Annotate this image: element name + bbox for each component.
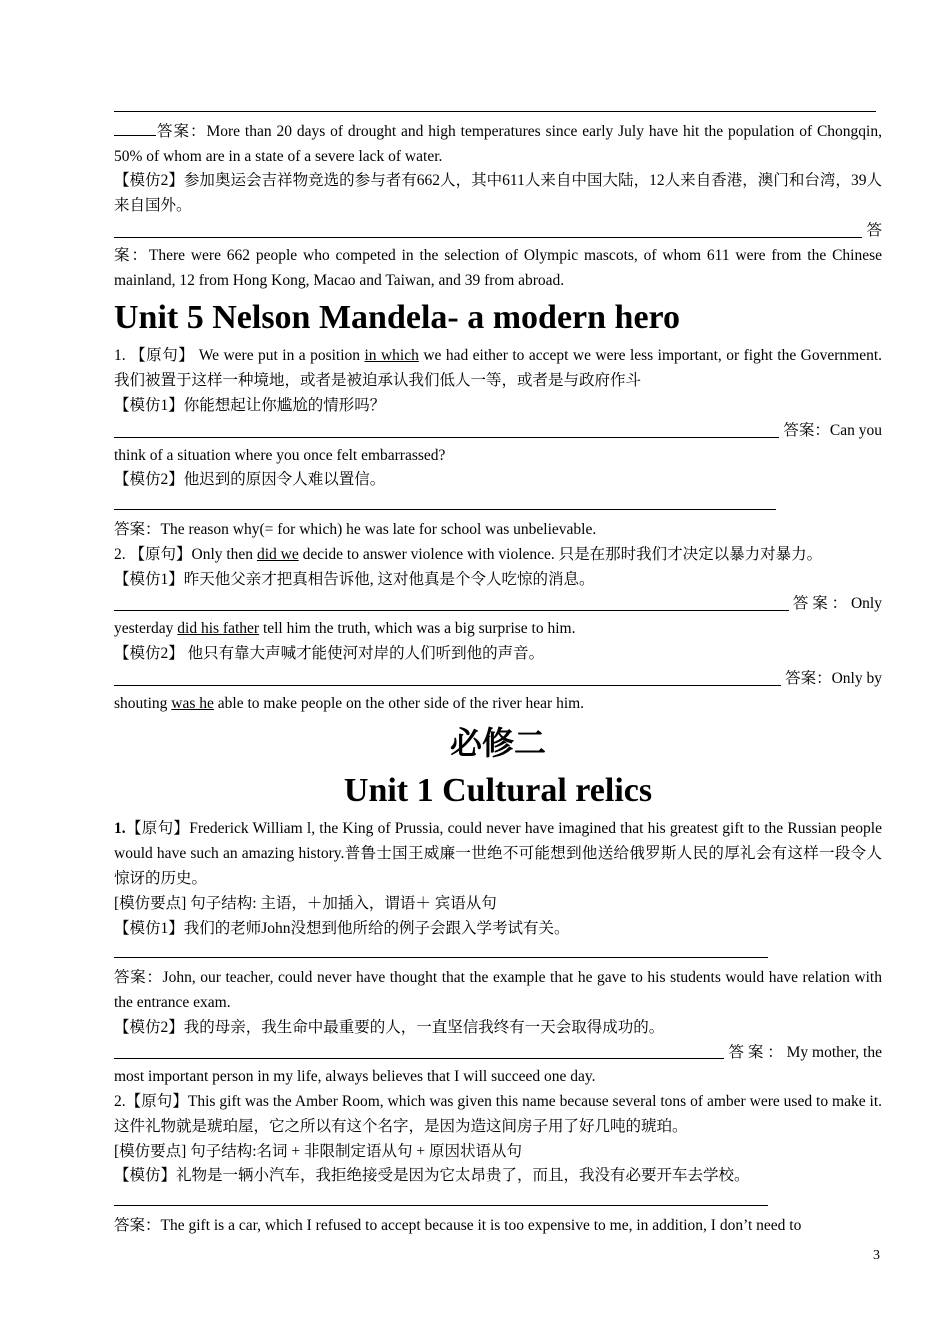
answer-paragraph: think of a situation where you once felt embarrassed? (114, 446, 446, 464)
document-page (114, 95, 882, 1239)
answer-paragraph: 答案：The reason why(= for which) he was late for school was unbelievable. (114, 520, 597, 538)
answer-row: 答案：Can you (114, 419, 882, 444)
imitation-prompt: 【模仿2】他迟到的原因令人难以置信。 (114, 471, 386, 489)
answer-blank-line (114, 941, 882, 966)
imitation-prompt: 【模仿】礼物是一辆小汽车，我拒绝接受是因为它太昂贵了，而且，我没有必要开车去学校。 (114, 1167, 750, 1185)
answer-row: 答案：Only by (114, 667, 882, 692)
answer-blank-line (114, 685, 781, 686)
original-sentence: 1.【原句】Frederick William l, the King of Prussia, could never have imagined that his greatest gift to the Russian people would have such an amazing history.普鲁士国王威廉一世绝不可能想到他送给俄罗斯人民的厚礼会有这样一段令人惊讶的历史。 (114, 820, 882, 887)
imitation-points: [模仿要点] 句子结构: 主语，＋加插入，谓语＋ 宾语从句 (114, 894, 497, 912)
imitation-prompt: 【模仿1】昨天他父亲才把真相告诉他, 这对他真是个令人吃惊的消息。 (114, 570, 595, 588)
imitation-points: [模仿要点] 句子结构:名词 + 非限制定语从句 + 原因状语从句 (114, 1142, 522, 1160)
answer-paragraph: 答案：The gift is a car, which I refused to accept because it is too expensive to me, in addition, I don’t need to (114, 1217, 802, 1235)
original-sentence: 1. 【原句】 We were put in a position in which we had either to accept we were less important, or fight the Government.我们被置于这样一种境地，或者是被迫承认我们低人一等，或者是与政府作斗 (114, 347, 883, 390)
answer-row: 答 案 ： My mother, the (114, 1041, 882, 1066)
answer-blank-line (114, 437, 779, 438)
answer-row: 答 案 ： Only (114, 592, 882, 617)
answer-paragraph: shouting was he able to make people on the other side of the river hear him. (114, 694, 585, 712)
imitation-prompt: 【模仿2】 他只有靠大声喊才能使河对岸的人们听到他的声音。 (114, 644, 545, 662)
answer-paragraph: 答案：More than 20 days of drought and high temperatures since early July have hit the population of Chongqin, 50% of whom are in a state of a severe lack of water. (114, 120, 882, 170)
page-number: 3 (873, 1248, 880, 1263)
answer-blank-line (114, 95, 882, 120)
imitation-prompt: 【模仿1】你能想起让你尴尬的情形吗？ (114, 396, 386, 414)
answer-blank-line (114, 1058, 724, 1059)
imitation-prompt: 【模仿1】我们的老师John没想到他所给的例子会跟入学考试有关。 (114, 919, 570, 937)
original-sentence: 2.【原句】This gift was the Amber Room, which was given this name because several tons of amber were used to make it. 这件礼物就是琥珀屋，它之所以有这个名字，是因为造这间房子用了好几吨的琥珀。 (114, 1093, 882, 1135)
answer-row: 答 (114, 219, 882, 244)
answer-paragraph: most important person in my life, always believes that I will succeed one day. (114, 1068, 596, 1086)
unit-title: Unit 5 Nelson Mandela- a modern hero (114, 299, 681, 337)
answer-blank-line (114, 493, 882, 518)
answer-blank (114, 120, 156, 136)
answer-blank-line (114, 610, 789, 611)
original-sentence: 2. 【原句】Only then did we decide to answer violence with violence. 只是在那时我们才决定以暴力对暴力。 (114, 545, 823, 563)
answer-paragraph: yesterday did his father tell him the truth, which was a big surprise to him. (114, 620, 576, 638)
book-title: 必修二 (449, 724, 546, 763)
answer-paragraph: 案：There were 662 people who competed in the selection of Olympic mascots, of whom 611 were from the Chinese mainland, 12 from Hong Kong, Macao and Taiwan, and 39 from abroad. (114, 246, 882, 289)
imitation-prompt: 【模仿2】我的母亲，我生命中最重要的人，一直坚信我终有一天会取得成功的。 (114, 1018, 665, 1036)
answer-blank-line (114, 1189, 882, 1214)
imitation-prompt: 【模仿2】参加奥运会吉祥物竞选的参与者有662人，其中611人来自中国大陆，12人来自香港，澳门和台湾，39人来自国外。 (114, 172, 882, 215)
answer-blank-line (114, 237, 862, 238)
answer-paragraph: 答案：John, our teacher, could never have thought that the example that he gave to his students would have relation with the entrance exam. (114, 969, 882, 1011)
unit-title: Unit 1 Cultural relics (343, 772, 653, 810)
